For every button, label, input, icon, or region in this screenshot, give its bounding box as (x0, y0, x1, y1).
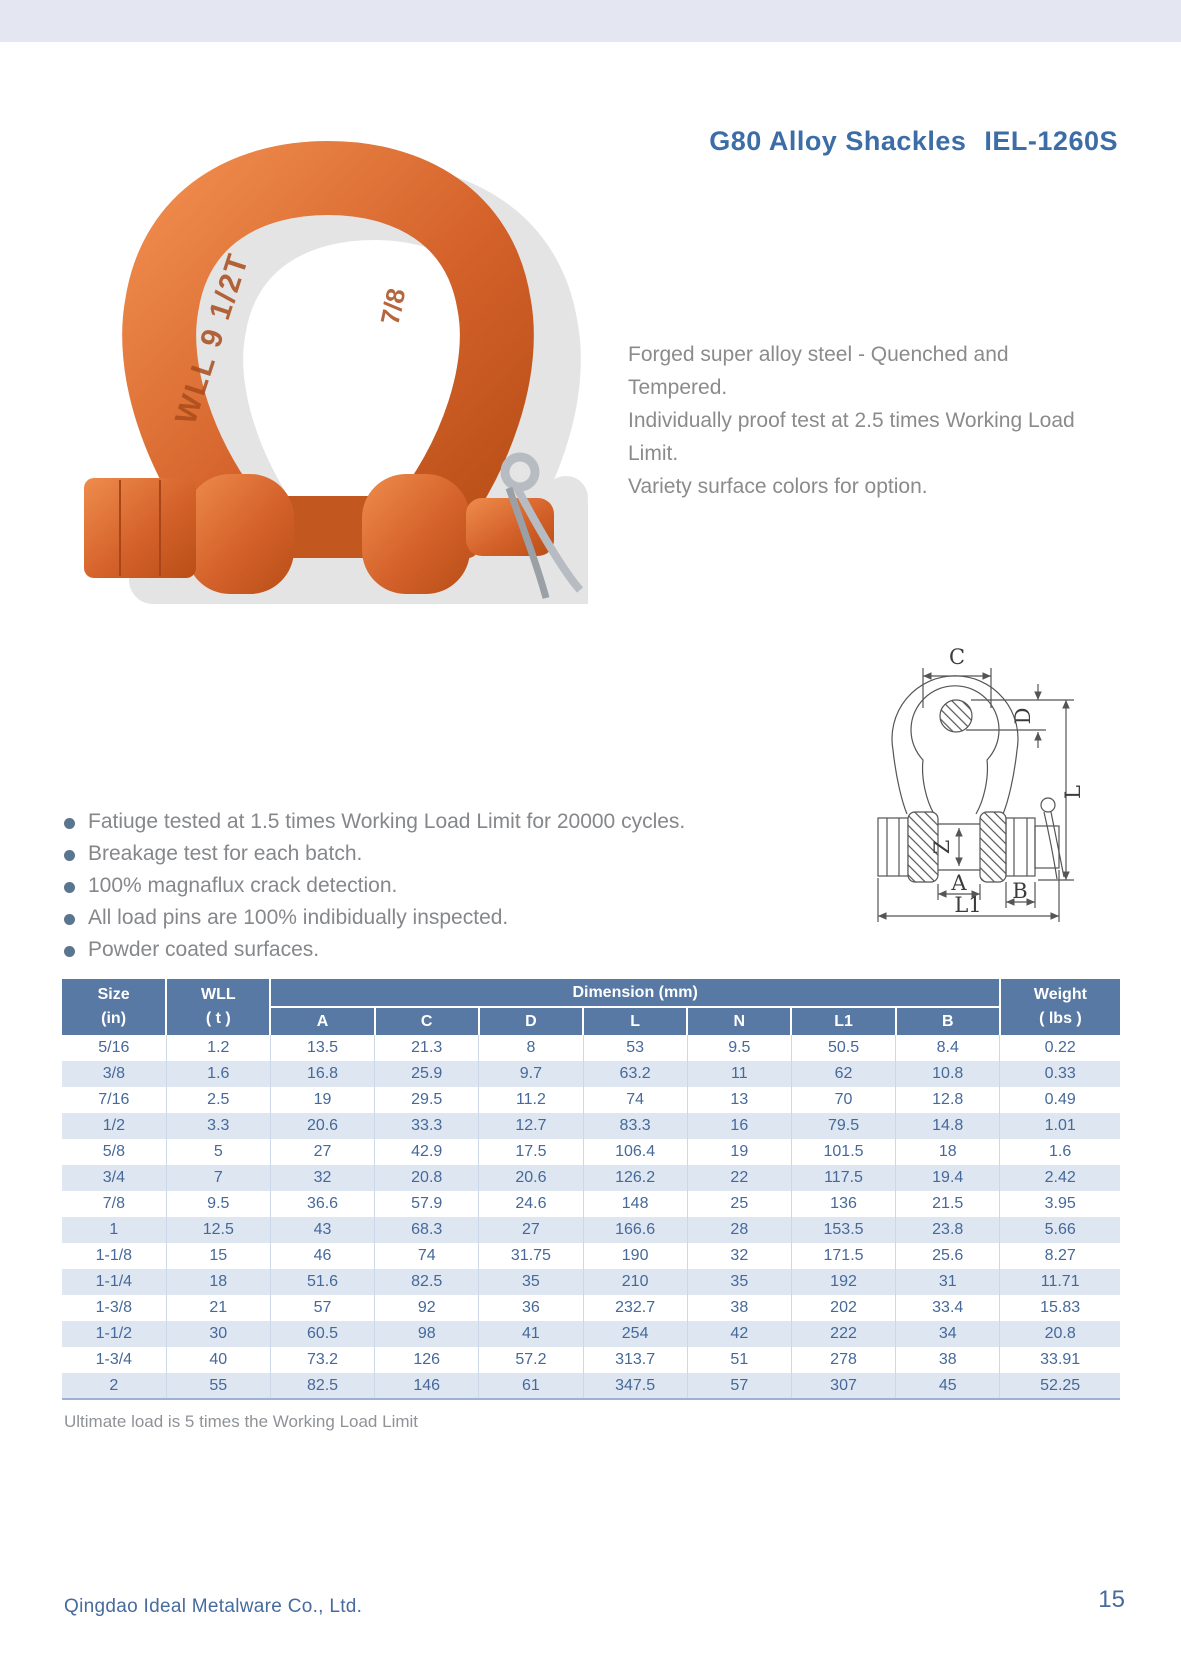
table-cell: 146 (375, 1373, 479, 1399)
feature-item (64, 938, 764, 962)
table-cell: 166.6 (583, 1217, 687, 1243)
table-cell: 57.9 (375, 1191, 479, 1217)
table-cell: 50.5 (791, 1035, 895, 1061)
table-cell: 15.83 (1000, 1295, 1120, 1321)
table-cell: 25 (687, 1191, 791, 1217)
col-header-dimension: Dimension (mm) (270, 979, 999, 1007)
feature-text: Powder coated surfaces. (88, 938, 320, 961)
table-cell: 55 (166, 1373, 270, 1399)
table-cell: 1-1/4 (95, 1273, 133, 1290)
table-cell: 57 (687, 1373, 791, 1399)
table-cell: 68.3 (375, 1217, 479, 1243)
table-row (62, 1191, 1120, 1217)
table-cell: 51 (687, 1347, 791, 1373)
table-cell: 98 (375, 1321, 479, 1347)
feature-item (64, 810, 764, 834)
size-marking: 7/8 (374, 285, 412, 328)
feature-text: Breakage test for each batch. (88, 842, 363, 865)
table-cell: 57.2 (479, 1347, 583, 1373)
page-title (709, 126, 1118, 157)
table-footnote: Ultimate load is 5 times the Working Load Limit (64, 1412, 419, 1431)
table-row (62, 1139, 1120, 1165)
table-row (62, 1347, 1120, 1373)
table-cell: 11.71 (1000, 1269, 1120, 1295)
table-cell: 153.5 (791, 1217, 895, 1243)
bullet-icon (64, 882, 75, 893)
table-cell: 33.91 (1000, 1347, 1120, 1373)
table-cell: 30 (166, 1321, 270, 1347)
table-cell: 13.5 (270, 1035, 374, 1061)
table-row (62, 1269, 1120, 1295)
table-cell: 46 (270, 1243, 374, 1269)
table-cell: 42 (687, 1321, 791, 1347)
table-cell: 42.9 (375, 1139, 479, 1165)
table-row (62, 1373, 1120, 1399)
bullet-icon (64, 850, 75, 861)
feature-item (64, 906, 764, 930)
table-cell: 7/8 (102, 1195, 125, 1212)
table-cell: 19 (270, 1087, 374, 1113)
table-cell: 35 (479, 1269, 583, 1295)
table-cell: 21.3 (375, 1035, 479, 1061)
table-row (62, 1243, 1120, 1269)
description-line: Individually proof test at 2.5 times Working Load Limit. (628, 409, 1075, 465)
description-line: Forged super alloy steel - Quenched and Tempered. (628, 343, 1009, 399)
table-cell: 60.5 (270, 1321, 374, 1347)
table-cell: 36.6 (270, 1191, 374, 1217)
table-cell: 53 (583, 1035, 687, 1061)
table-cell: 9.7 (479, 1061, 583, 1087)
table-row (62, 1295, 1120, 1321)
feature-item (64, 842, 764, 866)
table-cell: 38 (896, 1347, 1000, 1373)
table-cell: 33.3 (375, 1113, 479, 1139)
top-band (0, 0, 1181, 42)
spec-table-body (62, 1035, 1120, 1399)
table-cell: 29.5 (375, 1087, 479, 1113)
table-cell: 21.5 (896, 1191, 1000, 1217)
col-header-c: C (375, 1007, 479, 1035)
table-cell: 2.5 (166, 1087, 270, 1113)
table-cell: 210 (583, 1269, 687, 1295)
footer-company: Qingdao Ideal Metalware Co., Ltd. (64, 1596, 363, 1617)
table-cell: 24.6 (479, 1191, 583, 1217)
col-header-wll: WLL ( t ) (166, 979, 270, 1035)
table-cell: 70 (791, 1087, 895, 1113)
table-cell: 40 (166, 1347, 270, 1373)
table-cell: 45 (896, 1373, 1000, 1399)
table-cell: 32 (687, 1243, 791, 1269)
table-cell: 0.33 (1000, 1061, 1120, 1087)
table-cell: 51.6 (270, 1269, 374, 1295)
table-cell: 1-3/4 (95, 1351, 133, 1368)
table-cell: 14.8 (896, 1113, 1000, 1139)
bullet-icon (64, 914, 75, 925)
table-cell: 3.3 (166, 1113, 270, 1139)
table-cell: 62 (791, 1061, 895, 1087)
table-cell: 25.9 (375, 1061, 479, 1087)
table-cell: 18 (896, 1139, 1000, 1165)
feature-text: All load pins are 100% indibidually inspected. (88, 906, 509, 929)
table-cell: 25.6 (896, 1243, 1000, 1269)
table-cell: 192 (791, 1269, 895, 1295)
table-row (62, 1217, 1120, 1243)
model-number: IEL-1260S (984, 126, 1118, 156)
table-cell: 20.6 (270, 1113, 374, 1139)
table-cell: 18 (166, 1269, 270, 1295)
description-line: Variety surface colors for option. (628, 475, 928, 498)
spec-table-wrap (62, 979, 1120, 1400)
table-cell: 21 (166, 1295, 270, 1321)
table-row (62, 1061, 1120, 1087)
table-cell: 5/8 (102, 1143, 125, 1160)
col-header-b: B (896, 1007, 1000, 1035)
table-cell: 171.5 (791, 1243, 895, 1269)
table-row (62, 1035, 1120, 1061)
col-header-weight: Weight ( lbs ) (1000, 979, 1120, 1035)
table-cell: 16.8 (270, 1061, 374, 1087)
table-row (62, 1113, 1120, 1139)
shackle-ear-right (362, 474, 470, 594)
table-cell: 79.5 (791, 1113, 895, 1139)
product-name: G80 Alloy Shackles (709, 126, 967, 156)
table-cell: 31.75 (479, 1243, 583, 1269)
table-cell: 202 (791, 1295, 895, 1321)
table-cell: 57 (270, 1295, 374, 1321)
table-cell: 0.49 (1000, 1087, 1120, 1113)
table-cell: 8.4 (896, 1035, 1000, 1061)
table-cell: 5.66 (1000, 1217, 1120, 1243)
table-cell: 83.3 (583, 1113, 687, 1139)
col-header-n: N (687, 1007, 791, 1035)
shackle-ear-left (186, 474, 294, 594)
table-cell: 148 (583, 1191, 687, 1217)
table-cell: 126 (375, 1347, 479, 1373)
table-cell: 74 (583, 1087, 687, 1113)
dim-label-l1: L1 (954, 893, 982, 917)
table-cell: 12.8 (896, 1087, 1000, 1113)
product-description (628, 338, 1108, 503)
table-cell: 190 (583, 1243, 687, 1269)
feature-text: 100% magnaflux crack detection. (88, 874, 398, 897)
table-cell: 1-1/8 (95, 1247, 133, 1264)
table-row (62, 1165, 1120, 1191)
table-cell: 12.5 (166, 1217, 270, 1243)
table-cell: 34 (896, 1321, 1000, 1347)
table-cell: 7 (166, 1165, 270, 1191)
table-cell: 43 (270, 1217, 374, 1243)
table-cell: 82.5 (270, 1373, 374, 1399)
bullet-icon (64, 946, 75, 957)
table-cell: 1 (109, 1221, 119, 1238)
feature-text: Fatiuge tested at 1.5 times Working Load Limit for 20000 cycles. (88, 810, 686, 833)
table-cell: 136 (791, 1191, 895, 1217)
table-cell: 106.4 (583, 1139, 687, 1165)
table-cell: 20.8 (1000, 1321, 1120, 1347)
table-cell: 27 (479, 1217, 583, 1243)
table-cell: 9.5 (166, 1191, 270, 1217)
table-cell: 17.5 (479, 1139, 583, 1165)
table-cell: 1.01 (1000, 1113, 1120, 1139)
table-cell: 38 (687, 1295, 791, 1321)
table-cell: 23.8 (896, 1217, 1000, 1243)
table-cell: 82.5 (375, 1269, 479, 1295)
table-cell: 1-3/8 (95, 1299, 133, 1316)
col-header-d: D (479, 1007, 583, 1035)
table-cell: 7/16 (98, 1091, 130, 1108)
table-cell: 1.6 (1000, 1139, 1120, 1165)
table-cell: 278 (791, 1347, 895, 1373)
table-cell: 10.8 (896, 1061, 1000, 1087)
feature-list (64, 810, 764, 970)
table-cell: 73.2 (270, 1347, 374, 1373)
table-cell: 16 (687, 1113, 791, 1139)
table-cell: 9.5 (687, 1035, 791, 1061)
table-cell: 307 (791, 1373, 895, 1399)
table-cell: 11 (687, 1061, 791, 1087)
product-photo (68, 126, 588, 608)
table-cell: 5/16 (98, 1039, 130, 1056)
table-cell: 347.5 (583, 1373, 687, 1399)
table-cell: 15 (166, 1243, 270, 1269)
feature-item (64, 874, 764, 898)
table-cell: 5 (166, 1139, 270, 1165)
page-number: 15 (1098, 1586, 1125, 1613)
col-header-size: Size (in) (62, 979, 166, 1035)
table-cell: 117.5 (791, 1165, 895, 1191)
technical-drawing (816, 596, 1140, 928)
table-cell: 12.7 (479, 1113, 583, 1139)
spec-table (62, 979, 1120, 1400)
table-cell: 8.27 (1000, 1243, 1120, 1269)
table-cell: 20.6 (479, 1165, 583, 1191)
table-cell: 20.8 (375, 1165, 479, 1191)
table-row (62, 1321, 1120, 1347)
table-cell: 74 (375, 1243, 479, 1269)
table-cell: 8 (479, 1035, 583, 1061)
table-cell: 232.7 (583, 1295, 687, 1321)
table-cell: 13 (687, 1087, 791, 1113)
table-cell: 63.2 (583, 1061, 687, 1087)
table-cell: 11.2 (479, 1087, 583, 1113)
table-cell: 28 (687, 1217, 791, 1243)
table-cell: 2.42 (1000, 1165, 1120, 1191)
dim-label-z: Z (930, 839, 954, 855)
col-header-l1: L1 (791, 1007, 895, 1035)
table-cell: 126.2 (583, 1165, 687, 1191)
table-cell: 3.95 (1000, 1191, 1120, 1217)
table-cell: 1.2 (166, 1035, 270, 1061)
table-cell: 33.4 (896, 1295, 1000, 1321)
spec-table-head (62, 979, 1120, 1035)
table-cell: 52.25 (1000, 1373, 1120, 1399)
dim-label-b: B (1012, 879, 1028, 903)
hex-head (84, 478, 196, 578)
table-cell: 313.7 (583, 1347, 687, 1373)
table-cell: 27 (270, 1139, 374, 1165)
bullet-icon (64, 818, 75, 829)
dim-label-c: C (948, 645, 966, 669)
wll-marking: WLL 9 1/2T (169, 248, 256, 429)
table-cell: 3/8 (102, 1065, 125, 1082)
table-cell: 1.6 (166, 1061, 270, 1087)
col-header-l: L (583, 1007, 687, 1035)
table-cell: 41 (479, 1321, 583, 1347)
table-cell: 19 (687, 1139, 791, 1165)
table-cell: 0.22 (1000, 1035, 1120, 1061)
table-cell: 35 (687, 1269, 791, 1295)
dim-label-a: A (951, 871, 967, 895)
dim-label-d: D (1011, 707, 1035, 725)
table-cell: 92 (375, 1295, 479, 1321)
table-cell: 222 (791, 1321, 895, 1347)
table-cell: 36 (479, 1295, 583, 1321)
table-cell: 101.5 (791, 1139, 895, 1165)
table-cell: 1-1/2 (95, 1325, 133, 1342)
table-cell: 19.4 (896, 1165, 1000, 1191)
table-cell: 1/2 (102, 1117, 125, 1134)
dim-label-l: L (1061, 785, 1085, 799)
table-row (62, 1087, 1120, 1113)
table-cell: 2 (62, 1373, 166, 1399)
col-header-a: A (270, 1007, 374, 1035)
table-cell: 61 (479, 1373, 583, 1399)
table-cell: 254 (583, 1321, 687, 1347)
table-cell: 32 (270, 1165, 374, 1191)
table-cell: 22 (687, 1165, 791, 1191)
table-cell: 31 (896, 1269, 1000, 1295)
table-cell: 3/4 (102, 1169, 125, 1186)
